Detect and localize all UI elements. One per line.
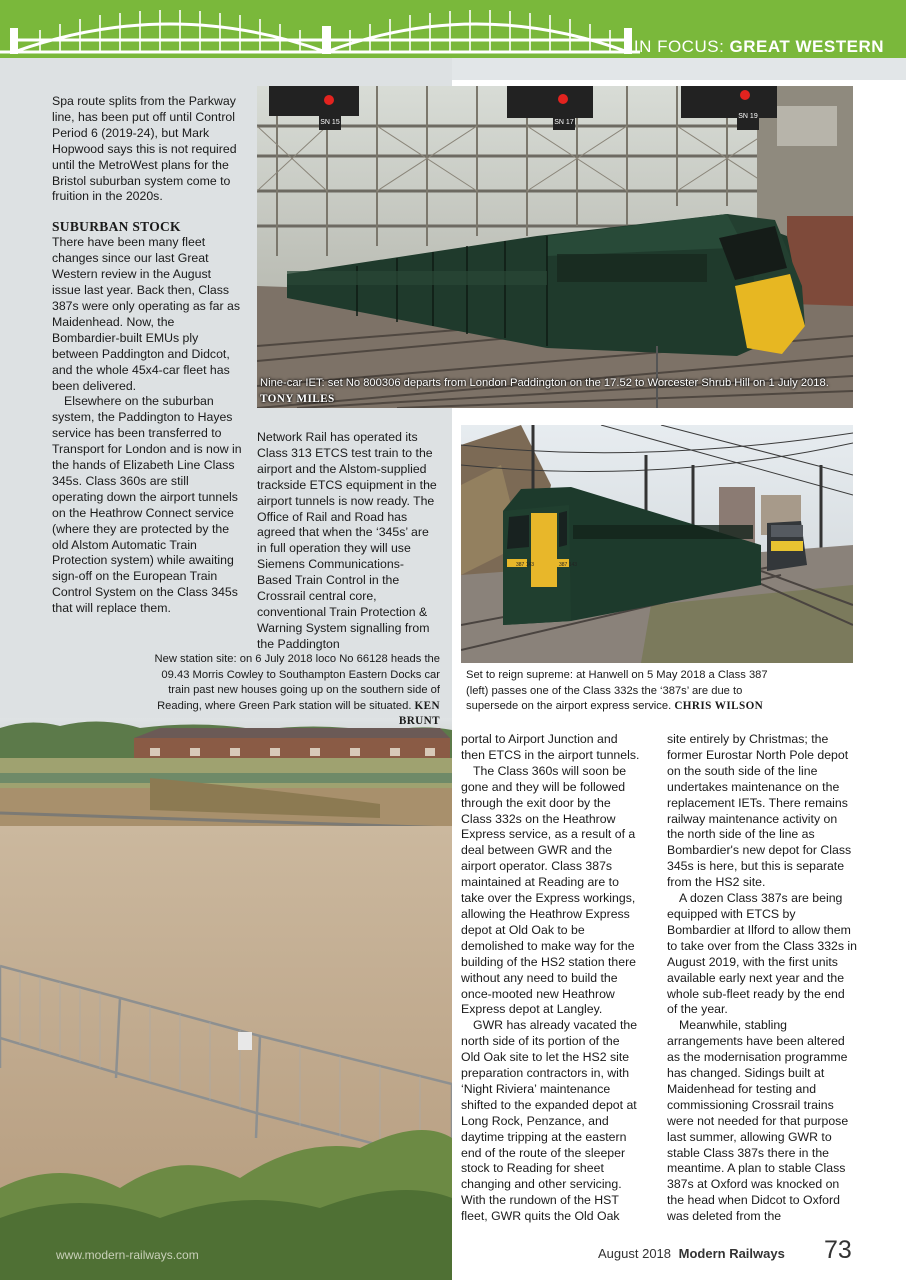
text-column-4: [667, 732, 857, 1225]
signal-plate-3: SN 19: [738, 113, 758, 120]
photo-caption-387: [466, 668, 792, 715]
photo-green-park-site: [0, 718, 452, 1280]
footer-website[interactable]: www.modern-railways.com: [56, 1248, 199, 1262]
col2-para1: Network Rail has operated its Class 313 ETCS test train to the airport and the Alstom-supplied trackside ETCS equipment in the airport tunnels is now ready. The Office of Rail and Road has agreed that when the ‘345s’ are in full operation they will use Siemens Communications-Based Train Control in the Crossrail central core, conventional Train Protection & Warning System signalling from the Paddington: [257, 430, 437, 651]
text-column-1: [52, 94, 242, 617]
caption-387-credit: CHRIS WILSON: [674, 700, 764, 712]
page-number: 73: [824, 1236, 852, 1264]
caption-station-text: New station site: on 6 July 2018 loco No 66128 heads the 09.43 Morris Cowley to Southampton Eastern Docks car train past new houses going up on the southern side of Reading, where Green Park station will be situated.: [154, 653, 440, 712]
col1-intro: Spa route splits from the Parkway line, has been put off until Control Period 6 (2019-24), but Mark Hopwood says this is not required until the MetroWest plans for the Bristol suburban system come to fruition in the 2020s.: [52, 94, 237, 204]
section-header: [0, 0, 906, 58]
footer-issue: [598, 1246, 785, 1261]
col4-para2: A dozen Class 387s are being equipped with ETCS by Bombardier at Ilford to allow them to take over from the Class 332s in August 2019, with the first units available early next year and the whole sub-fleet ready by the end of the year.: [667, 891, 858, 1017]
col1-para2: Elsewhere on the suburban system, the Paddington to Hayes service has been transferred to Transport for London and is now in the hands of Elizabeth Line Class 345s. Class 360s are still operating down the airport tunnels on the Heathrow Connect service (where they are protected by the old Alstom Automatic Train Protection system) while awaiting sign-off on the European Train Control System on the Class 345s that will replace them.: [52, 394, 242, 616]
text-column-2: [257, 430, 437, 653]
photo-iet-paddington: [257, 86, 853, 408]
section-title: [634, 37, 884, 57]
photo-caption-station: [138, 652, 440, 730]
section-name: GREAT WESTERN: [729, 37, 884, 56]
caption-387-text: Set to reign supreme: at Hanwell on 5 May 2018 a Class 387 (left) passes one of the Class 332s the ‘387s’ are due to supersede on the airport express service.: [466, 669, 768, 712]
text-column-3: [461, 732, 641, 1225]
brunel-bridge-icon: [0, 0, 640, 58]
col3-para1: portal to Airport Junction and then ETCS in the airport tunnels.: [461, 732, 640, 762]
col3-para3: GWR has already vacated the north side of its portion of the Old Oak site to let the HS2 site preparation contractors in, with ‘Night Riviera’ maintenance shifted to the expanded depot at Long Rock, Penzance, and daytime tripping at the eastern end of the route of the sleeper stock to Reading for sheet changing and other servicing. With the rundown of the HST fleet, GWR quits the Old Oak: [461, 1018, 638, 1224]
photo-class-387-hanwell: [461, 425, 853, 663]
col4-para1: site entirely by Christmas; the former Eurostar North Pole depot on the south side of the line undertakes maintenance on the replacement IETs. There remains railway maintenance activity on the north side of the line as Bombardier's new depot for Class 345s is here, but this is separate from the HS2 site.: [667, 732, 852, 890]
caption-iet-credit: TONY MILES: [260, 392, 335, 405]
col1-para1: There have been many fleet changes since our last Great Western review in the August issue last year. Back then, Class 387s were only operating as far as Maidenhead. Now, the Bombardier-built EMUs ply between Paddington and Didcot, and the whole 45x4-car fleet has been delivered.: [52, 235, 240, 393]
col3-para2: The Class 360s will soon be gone and they will be followed through the exit door by the Class 332s on the Heathrow Express service, as a result of a deal between GWR and the airport operator. Class 387s maintained at Reading are to take over the Express workings, allowing the Heathrow Express depot at Old Oak to be demolished to make way for the building of the HS2 station there without any need to build the once-mooted new Heathrow Express depot at Langley.: [461, 763, 637, 1017]
subhead-suburban-stock: SUBURBAN STOCK: [52, 219, 181, 235]
unit-number-right: 387 143: [559, 562, 578, 568]
unit-number-left: 387 143: [516, 562, 535, 568]
footer-date: August 2018: [598, 1246, 672, 1261]
grey-top-strip: [452, 58, 906, 80]
signal-plate-2: SN 17: [554, 119, 574, 126]
caption-station-credit: KEN BRUNT: [398, 699, 440, 727]
footer-magazine: Modern Railways: [678, 1246, 785, 1261]
section-label: IN FOCUS:: [633, 37, 725, 56]
caption-iet-text: Nine-car IET: set No 800306 departs from London Paddington on the 17.52 to Worcester Shrub Hill on 1 July 2018.: [260, 377, 829, 389]
signal-plate-1: SN 15: [320, 119, 340, 126]
photo-caption-iet: [260, 376, 850, 407]
col4-para3: Meanwhile, stabling arrangements have been altered as the modernisation programme has changed. Sidings built at Maidenhead for testing and commissioning Crossrail trains were not needed for that purpose last summer, allowing GWR to stable Class 387s there in the meantime. A plan to stable Class 387s at Oxford was knocked on the head when Didcot to Oxford was deleted from the: [667, 1018, 849, 1224]
